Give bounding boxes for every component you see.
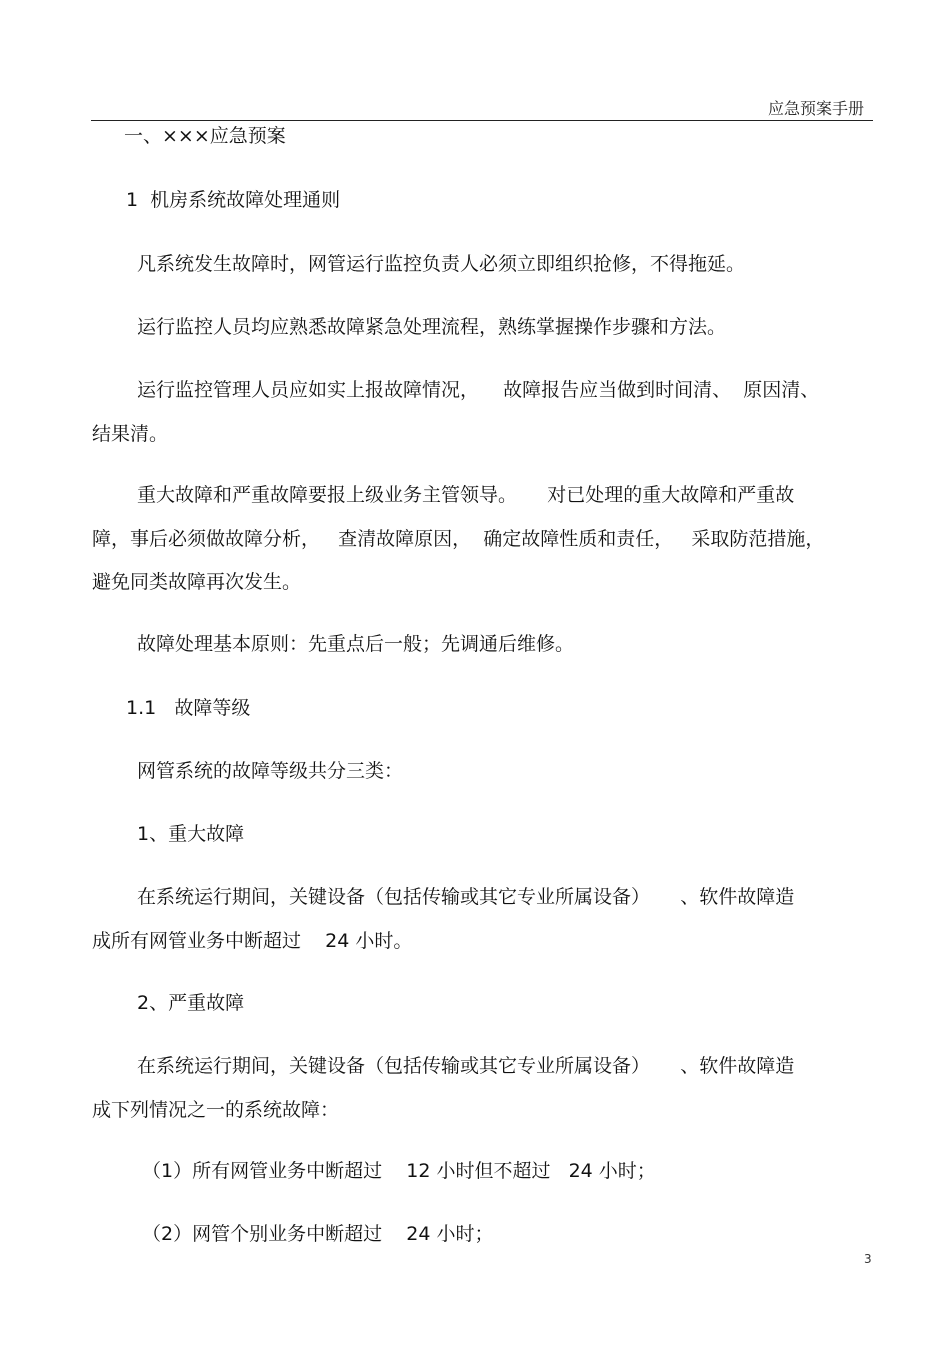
paragraph-line: 避免同类故障再次发生。	[92, 571, 302, 593]
sub-list-item: （1）所有网管业务中断超过 12 小时但不超过 24 小时；	[142, 1160, 656, 1182]
paragraph: 凡系统发生故障时，网管运行监控负责人必须立即组织抢修，不得拖延。	[137, 253, 746, 275]
paragraph-line: 在系统运行期间，关键设备（包括传输或其它专业所属设备） 、软件故障造	[137, 1055, 795, 1077]
subsection-heading: 1.1 故障等级	[126, 697, 251, 719]
paragraph-line: 重大故障和严重故障要报上级业务主管领导。 对已处理的重大故障和严重故	[137, 484, 795, 506]
paragraph-line: 在系统运行期间，关键设备（包括传输或其它专业所属设备） 、软件故障造	[137, 886, 795, 908]
header-divider	[91, 120, 873, 121]
paragraph: 网管系统的故障等级共分三类：	[137, 760, 404, 782]
paragraph-line: 运行监控管理人员应如实上报故障情况， 故障报告应当做到时间清、 原因清、	[137, 379, 820, 401]
paragraph-line: 结果清。	[92, 423, 169, 445]
paragraph-line: 成下列情况之一的系统故障：	[92, 1099, 340, 1121]
page-number: 3	[864, 1252, 872, 1266]
sub-list-item: （2）网管个别业务中断超过 24 小时；	[142, 1223, 494, 1245]
subsection-heading: 1 机房系统故障处理通则	[126, 189, 341, 211]
list-item-title: 2、严重故障	[137, 992, 245, 1014]
paragraph: 运行监控人员均应熟悉故障紧急处理流程，熟练掌握操作步骤和方法。	[137, 316, 727, 338]
paragraph-line: 障，事后必须做故障分析， 查清故障原因， 确定故障性质和责任， 采取防范措施，	[92, 528, 825, 550]
paragraph: 故障处理基本原则：先重点后一般；先调通后维修。	[137, 633, 575, 655]
paragraph-line: 成所有网管业务中断超过 24 小时。	[92, 930, 413, 952]
section-title: 一、×××应急预案	[124, 125, 286, 147]
list-item-title: 1、重大故障	[137, 823, 245, 845]
page-header-title: 应急预案手册	[767, 99, 864, 118]
